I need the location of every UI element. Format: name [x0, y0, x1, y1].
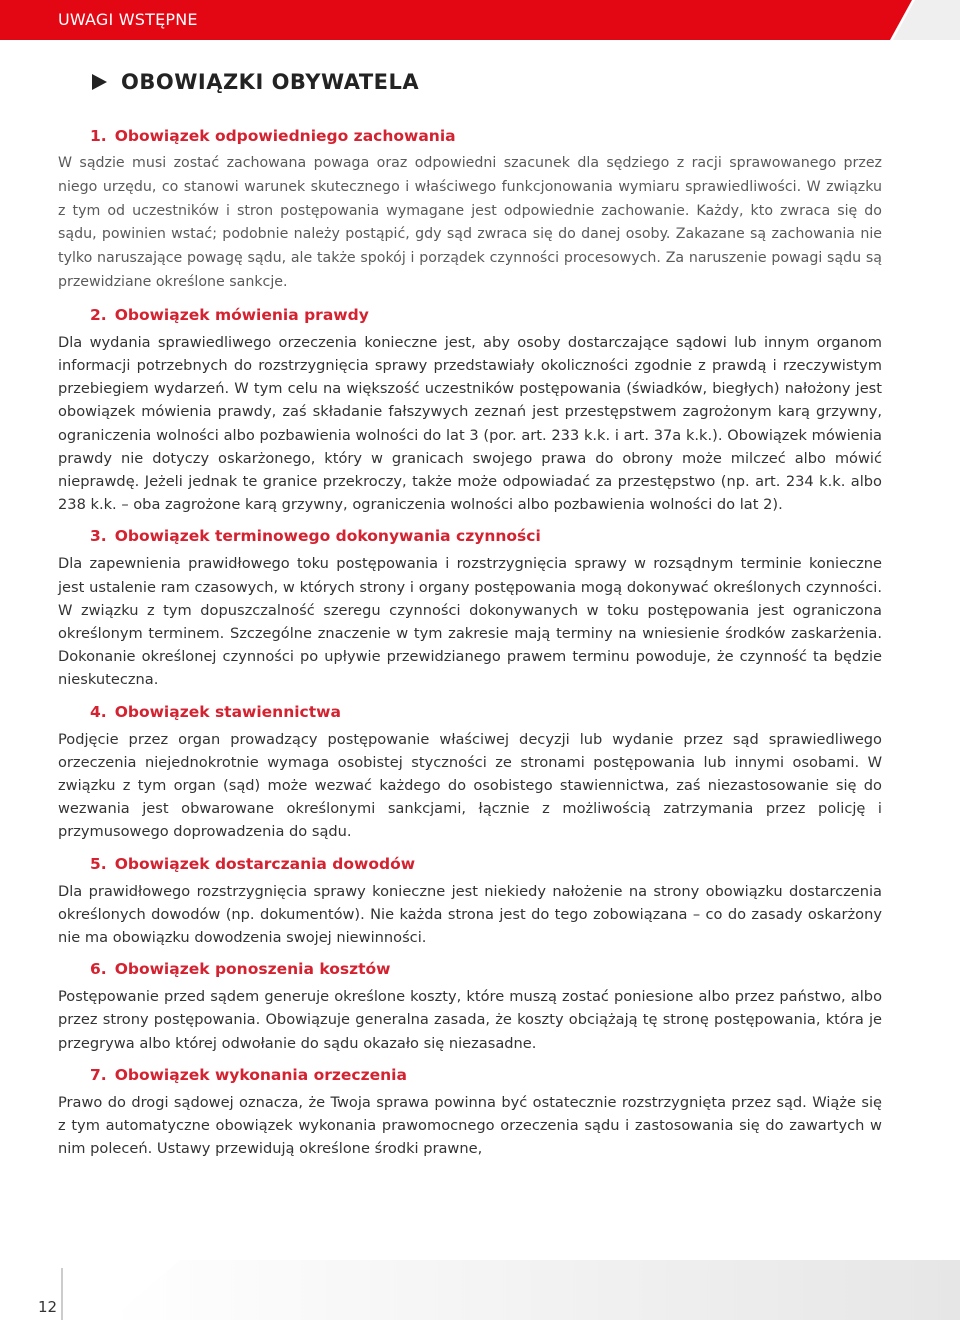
section-2: [58, 303, 882, 517]
footer-graphic: [0, 1260, 960, 1320]
section-heading: 3. Obowiązek terminowego dokonywania czynności: [90, 527, 541, 546]
section-text: Postępowanie przed sądem generuje określone koszty, które muszą zostać poniesione albo przez państwo, albo przez strony postępowania. Obowiązuje generalna zasada, że koszty obciążają tę stronę postępowania, która je przegrywa albo której odwołanie do sądu okazało się niezasadne.: [58, 988, 882, 1052]
page-title: [92, 70, 419, 94]
section-6: [58, 957, 882, 1055]
section-3: [58, 524, 882, 691]
section-heading: 7. Obowiązek wykonania orzeczenia: [90, 1065, 407, 1084]
header-section-label: UWAGI WSTĘPNE: [58, 10, 198, 29]
section-heading: 6. Obowiązek ponoszenia kosztów: [90, 960, 391, 979]
page-title-text: OBOWIĄZKI OBYWATELA: [121, 70, 420, 94]
play-arrow-icon: [92, 74, 107, 90]
section-text: W sądzie musi zostać zachowana powaga oraz odpowiedni szacunek dla sędziego z racji sprawowanego przez niego urzędu, co stanowi warunek skutecznego i właściwego funkcjonowania wymiaru sprawiedliwości. W związku z tym od uczestników i stron postępowania wymagane jest odpowiednie zachowanie. Każdy, kto zwraca się do sądu, powinien wstać; podobnie należy postąpić, gdy sąd zwraca się do danej osoby. Zakazane są zachowania nie tylko naruszające powagę sądu, ale także spokój i porządek czynności procesowych. Za naruszenie powagi sądu są przewidziane określone sankcje.: [58, 155, 882, 290]
document-body: [58, 124, 882, 1168]
header-band: [0, 0, 960, 40]
section-text: Prawo do drogi sądowej oznacza, że Twoja sprawa powinna być ostatecznie rozstrzygnięta przez sąd. Wiąże się z tym automatyczne obowiązek wykonania prawomocnego orzeczenia sądu i zastosowania się do zawartych w nim poleceń. Ustawy przewidują określone środki prawne,: [58, 1093, 882, 1158]
section-heading: 2. Obowiązek mówienia prawdy: [90, 305, 369, 324]
section-1: [58, 124, 882, 295]
section-heading: 1. Obowiązek odpowiedniego zachowania: [90, 127, 456, 145]
footer-gradient-band: [0, 1260, 960, 1320]
section-heading: 5. Obowiązek dostarczania dowodów: [90, 854, 416, 873]
section-7: [58, 1063, 882, 1161]
section-text: Dla zapewnienia prawidłowego toku postępowania i rozstrzygnięcia sprawy w rozsądnym terminie konieczne jest ustalenie ram czasowych, w których strony i organy postępowania mogą dokonywać określonych czynności. W związku z tym dopuszczalność szeregu czynności dokonywanych w toku postępowania jest ograniczona określonym terminem. Szczególne znaczenie w tym zakresie mają terminy na wniesienie środków zaskarżenia. Dokonanie określonej czynności po upływie przewidzianego prawem terminu powoduje, że czynność ta będzie nieskuteczna.: [58, 555, 882, 689]
section-heading: 4. Obowiązek stawiennictwa: [90, 702, 341, 721]
section-text: Dla prawidłowego rozstrzygnięcia sprawy konieczne jest niekiedy nałożenie na strony obowiązku dostarczenia określonych dowodów (np. dokumentów). Nie każda strona jest do tego zobowiązana – co do zasady oskarżony nie ma obowiązku dowodzenia swojej niewinności.: [58, 882, 882, 947]
section-5: [58, 852, 882, 950]
section-text: Dla wydania sprawiedliwego orzeczenia konieczne jest, aby osoby dostarczające sądowi lub innym organom informacji potrzebnych do rozstrzygnięcia sprawy przedstawiały okoliczności zgodnie z prawdą i rzeczywistym przebiegiem wydarzeń. W tym celu na większość uczestników postępowania (świadków, biegłych) nałożony jest obowiązek mówienia prawdy, zaś składanie fałszywych zeznań jest przestępstwem zagrożonym karą grzywny, ograniczenia wolności albo pozbawienia wolności do lat 3 (por. art. 233 k.k. i art. 37a k.k.). Obowiązek mówienia prawdy nie dotyczy oskarżonego, który w granicach swojego prawa do obrony może milczeć albo mówić nieprawdę. Jeżeli jednak te granice przekroczy, także może odpowiadać za przestępstwo (np. art. 234 k.k. albo 238 k.k. – oba zagrożone karą grzywny, ograniczenia wolności albo pozbawienia wolności do lat 2).: [58, 333, 882, 514]
section-4: [58, 700, 882, 844]
section-text: Podjęcie przez organ prowadzący postępowanie właściwej decyzji lub wydanie przez sąd sprawiedliwego orzeczenia niejednokrotnie wymaga osobistej styczności ze stronami postępowania lub innymi osobami. W związku z tym organ (sąd) może wezwać każdego do osobistego stawiennictwa, zaś niezastosowanie się do wezwania jest obwarowane określonymi sankcjami, łącznie z możliwością zatrzymania przez policję i przymusowego doprowadzenia do sądu.: [58, 730, 882, 841]
page-number: 12: [38, 1298, 58, 1316]
